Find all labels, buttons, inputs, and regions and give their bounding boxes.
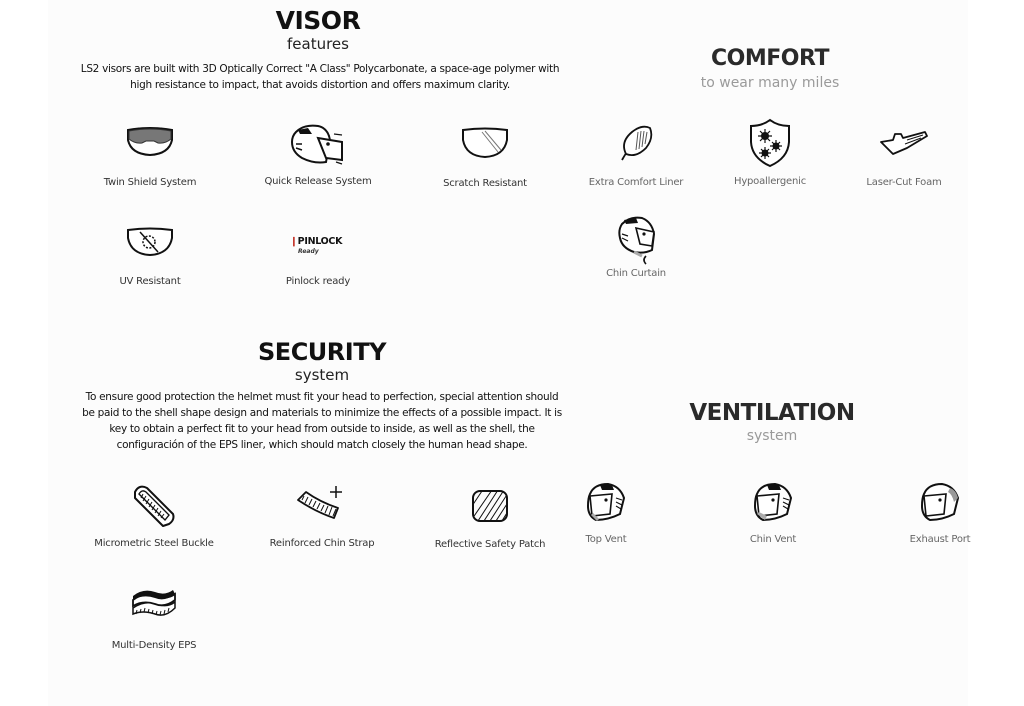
feature-exhaust-port	[870, 480, 1010, 545]
feature-multi-density-eps	[84, 586, 224, 651]
scratch-resistant-visor-icon	[460, 126, 510, 160]
feature-label: Pinlock ready	[285, 276, 351, 287]
feature-label: Micrometric Steel Buckle	[94, 538, 214, 549]
feature-label: Chin Curtain	[606, 268, 666, 279]
helmet-exhaust-port-icon	[918, 480, 962, 526]
visor-description-line: high resistance to impact, that avoids distortion and offers maximum clarity.	[130, 79, 510, 91]
feature-label: Extra Comfort Liner	[588, 177, 684, 188]
feature-label: Reflective Safety Patch	[434, 539, 546, 550]
eps-layers-icon	[127, 586, 181, 622]
feature-reinforced-chin-strap	[252, 484, 392, 549]
steel-buckle-icon	[129, 482, 179, 528]
feature-chin-curtain	[566, 214, 706, 279]
helmet-chin-curtain-icon	[614, 214, 658, 266]
helmet-chin-vent-icon	[751, 480, 795, 526]
pinlock-logo-subtext: Ready	[298, 248, 319, 255]
pinlock-mark: ❙	[290, 236, 298, 247]
ventilation-subtitle: system	[746, 428, 798, 444]
security-description-line: configuración of the EPS liner, which should match closely the human head shape.	[116, 439, 528, 451]
chin-strap-icon	[292, 484, 352, 524]
visor-description	[60, 61, 580, 93]
comfort-subtitle: to wear many miles	[700, 75, 840, 91]
visor-title: VISOR	[275, 6, 361, 35]
security-title: SECURITY	[258, 338, 386, 366]
visor-description-line: LS2 visors are built with 3D Optically Correct "A Class" Polycarbonate, a space-age polymer with	[80, 63, 560, 75]
feature-label: Reinforced Chin Strap	[269, 538, 375, 549]
uv-resistant-visor-icon	[125, 226, 175, 258]
feature-label: Laser-Cut Foam	[866, 177, 942, 188]
feather-liner-icon	[614, 124, 658, 164]
pinlock-logo-text: PINLOCK	[297, 236, 343, 247]
feature-hypoallergenic	[700, 118, 840, 187]
feature-label: UV Resistant	[119, 276, 181, 287]
feature-laser-cut-foam	[834, 128, 974, 188]
security-description-line: key to obtain a perfect fit to your head from outside to inside, as well as the shell, the	[109, 423, 535, 435]
foam-piece-icon	[877, 128, 931, 158]
feature-extra-comfort-liner	[566, 124, 706, 188]
feature-label: Multi-Density EPS	[111, 640, 197, 651]
security-description-line: To ensure good protection the helmet must fit your head to perfection, special attention should	[85, 391, 559, 403]
shield-germs-icon	[748, 118, 792, 168]
ventilation-title: VENTILATION	[689, 400, 855, 426]
feature-chin-vent	[703, 480, 843, 545]
feature-twin-shield-system	[80, 124, 220, 188]
feature-uv-resistant	[80, 226, 220, 287]
security-description-line: be paid to the shell shape design and materials to minimize the effects of a possible impact. It is	[82, 407, 562, 419]
feature-micrometric-steel-buckle	[84, 482, 224, 549]
feature-label: Twin Shield System	[103, 177, 197, 188]
helmet-top-vent-icon	[584, 480, 628, 526]
reflective-patch-icon	[470, 488, 510, 524]
feature-label: Chin Vent	[749, 534, 797, 545]
feature-label: Quick Release System	[264, 176, 372, 187]
feature-label: Hypoallergenic	[734, 176, 806, 187]
feature-scratch-resistant	[415, 126, 555, 189]
pinlock-logo-icon	[248, 232, 388, 262]
feature-label: Top Vent	[585, 534, 627, 545]
feature-label: Scratch Resistant	[443, 178, 527, 189]
visor-subtitle: features	[287, 35, 349, 53]
feature-pinlock-ready	[248, 232, 388, 287]
comfort-title: COMFORT	[711, 46, 829, 71]
twin-shield-visor-icon	[125, 124, 175, 160]
feature-label: Exhaust Port	[909, 534, 971, 545]
security-subtitle: system	[294, 366, 350, 384]
helmet-quick-release-icon	[288, 122, 348, 168]
feature-top-vent	[536, 480, 676, 545]
feature-quick-release-system	[248, 122, 388, 187]
security-description	[72, 389, 572, 453]
